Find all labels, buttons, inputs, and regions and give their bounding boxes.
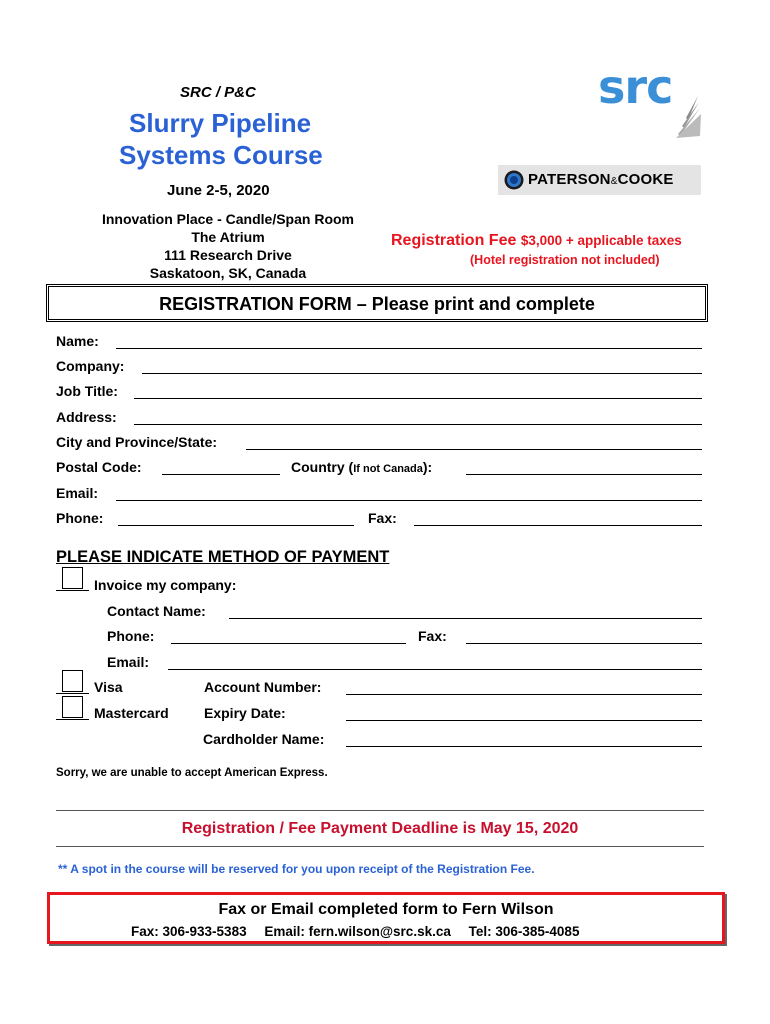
invoice-fax-field[interactable]	[466, 643, 702, 644]
account-number-field[interactable]	[346, 694, 702, 695]
country-label	[291, 459, 432, 475]
mastercard-checkbox-underline	[56, 719, 89, 720]
country-label-c: ):	[422, 459, 433, 475]
phone-field[interactable]	[118, 525, 354, 526]
invoice-email-field[interactable]	[168, 669, 702, 670]
city-province-label: City and Province/State:	[56, 434, 218, 450]
visa-checkbox-underline	[56, 693, 89, 694]
address-label: Address:	[56, 409, 117, 425]
logo-amp: &	[610, 176, 618, 187]
registration-fee	[391, 232, 682, 250]
src-logo-text: src	[598, 60, 673, 114]
fee-amount: $3,000 + applicable taxes	[520, 233, 682, 248]
mastercard-checkbox[interactable]	[62, 696, 83, 718]
address-field[interactable]	[134, 424, 702, 425]
fee-label: Registration Fee	[391, 232, 517, 249]
postal-code-field[interactable]	[162, 474, 280, 475]
company-field[interactable]	[142, 373, 702, 374]
paterson-cooke-emblem-icon	[504, 170, 524, 190]
venue-line: The Atrium	[191, 229, 265, 245]
invoice-email-label: Email:	[107, 654, 150, 670]
logo-word-1: PATERSON	[528, 171, 611, 188]
banner-text: REGISTRATION FORM – Please print and complete	[159, 294, 595, 314]
org-label: SRC / P&C	[180, 84, 256, 101]
postal-code-label: Postal Code:	[56, 459, 142, 475]
name-field[interactable]	[116, 348, 702, 349]
email-field[interactable]	[116, 500, 702, 501]
contact-tel: Tel: 306-385-4085	[468, 924, 580, 939]
country-label-a: Country (	[291, 459, 354, 475]
paterson-cooke-logo	[498, 165, 701, 195]
cardholder-name-label: Cardholder Name:	[203, 731, 325, 747]
expiry-date-label: Expiry Date:	[204, 705, 286, 721]
logo-word-2: COOKE	[617, 171, 674, 188]
name-label: Name:	[56, 333, 99, 349]
company-label: Company:	[56, 358, 125, 374]
course-dates: June 2-5, 2020	[167, 182, 270, 199]
contact-email: Email: fern.wilson@src.sk.ca	[264, 924, 451, 939]
contact-name-field[interactable]	[229, 618, 702, 619]
invoice-checkbox-underline	[56, 590, 89, 591]
contact-box	[47, 892, 725, 944]
src-logo-swoosh-icon	[674, 96, 702, 138]
fax-field[interactable]	[414, 525, 702, 526]
job-title-field[interactable]	[134, 398, 702, 399]
account-number-label: Account Number:	[204, 679, 322, 695]
venue	[78, 210, 378, 282]
visa-checkbox[interactable]	[62, 670, 83, 692]
deadline-rule-bottom	[56, 846, 704, 847]
expiry-date-field[interactable]	[346, 720, 702, 721]
job-title-label: Job Title:	[56, 383, 118, 399]
src-logo	[598, 60, 708, 142]
invoice-label: Invoice my company:	[94, 577, 237, 593]
deadline-text: Registration / Fee Payment Deadline is May 15, 2020	[181, 820, 579, 837]
reservation-note: ** A spot in the course will be reserved for you upon receipt of the Registration Fee.	[58, 862, 535, 876]
mastercard-label: Mastercard	[94, 705, 169, 721]
invoice-checkbox[interactable]	[62, 567, 83, 589]
visa-label: Visa	[94, 679, 123, 695]
country-field[interactable]	[466, 474, 702, 475]
venue-line: 111 Research Drive	[164, 247, 292, 263]
contact-box-details	[131, 924, 579, 939]
fax-label: Fax:	[368, 510, 397, 526]
amex-note: Sorry, we are unable to accept American Express.	[56, 767, 328, 779]
city-province-field[interactable]	[246, 449, 702, 450]
venue-line: Innovation Place - Candle/Span Room	[101, 211, 355, 227]
invoice-phone-label: Phone:	[107, 628, 155, 644]
deadline-rule-top	[56, 810, 704, 811]
course-title-line1: Slurry Pipeline	[129, 108, 312, 138]
contact-name-label: Contact Name:	[107, 603, 206, 619]
email-label: Email:	[56, 485, 99, 501]
course-title-line2: Systems Course	[119, 140, 323, 170]
invoice-phone-field[interactable]	[171, 643, 406, 644]
phone-label: Phone:	[56, 510, 104, 526]
contact-box-title: Fax or Email completed form to Fern Wilson	[218, 901, 554, 918]
venue-line: Saskatoon, SK, Canada	[149, 265, 307, 281]
contact-fax: Fax: 306-933-5383	[131, 924, 247, 939]
payment-heading: PLEASE INDICATE METHOD OF PAYMENT	[56, 548, 390, 566]
cardholder-name-field[interactable]	[346, 746, 702, 747]
country-label-b: If not Canada	[353, 463, 423, 475]
fee-note: (Hotel registration not included)	[470, 253, 660, 267]
paterson-cooke-text	[528, 171, 674, 188]
registration-banner	[46, 284, 708, 322]
invoice-fax-label: Fax:	[418, 628, 447, 644]
